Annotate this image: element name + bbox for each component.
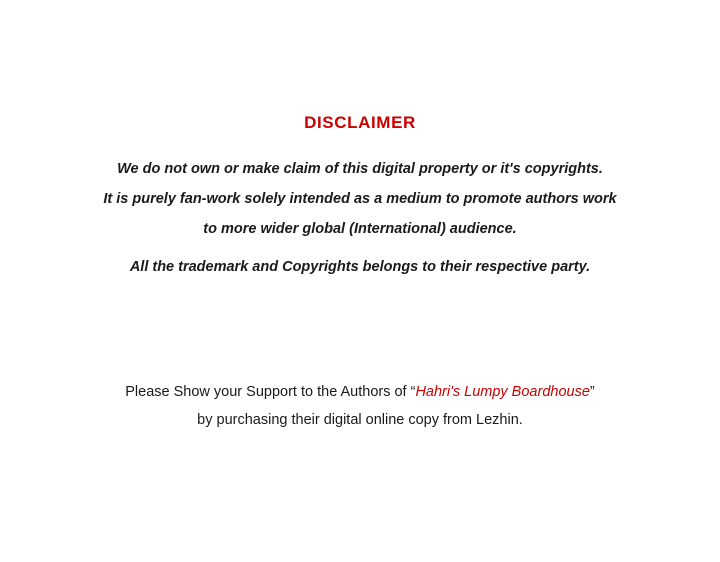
support-suffix: ” [589, 384, 595, 400]
support-text-block [60, 378, 660, 434]
disclaimer-text-block [60, 154, 660, 282]
support-line-2: by purchasing their digital online copy from Lezhin. [197, 412, 523, 428]
support-prefix: Please Show your Support to the Authors of “ [125, 384, 416, 400]
support-line-1 [60, 378, 660, 406]
disclaimer-line-2: It is purely fan-work solely intended as a medium to promote authors work [103, 191, 617, 207]
disclaimer-line-3: to more wider global (International) audience. [203, 221, 517, 237]
page-title: DISCLAIMER [304, 113, 416, 132]
disclaimer-line-4: All the trademark and Copyrights belongs to their respective party. [129, 259, 591, 275]
disclaimer-line-1: We do not own or make claim of this digital property or it's copyrights. [117, 161, 603, 177]
work-title: Hahri's Lumpy Boardhouse [415, 384, 590, 400]
